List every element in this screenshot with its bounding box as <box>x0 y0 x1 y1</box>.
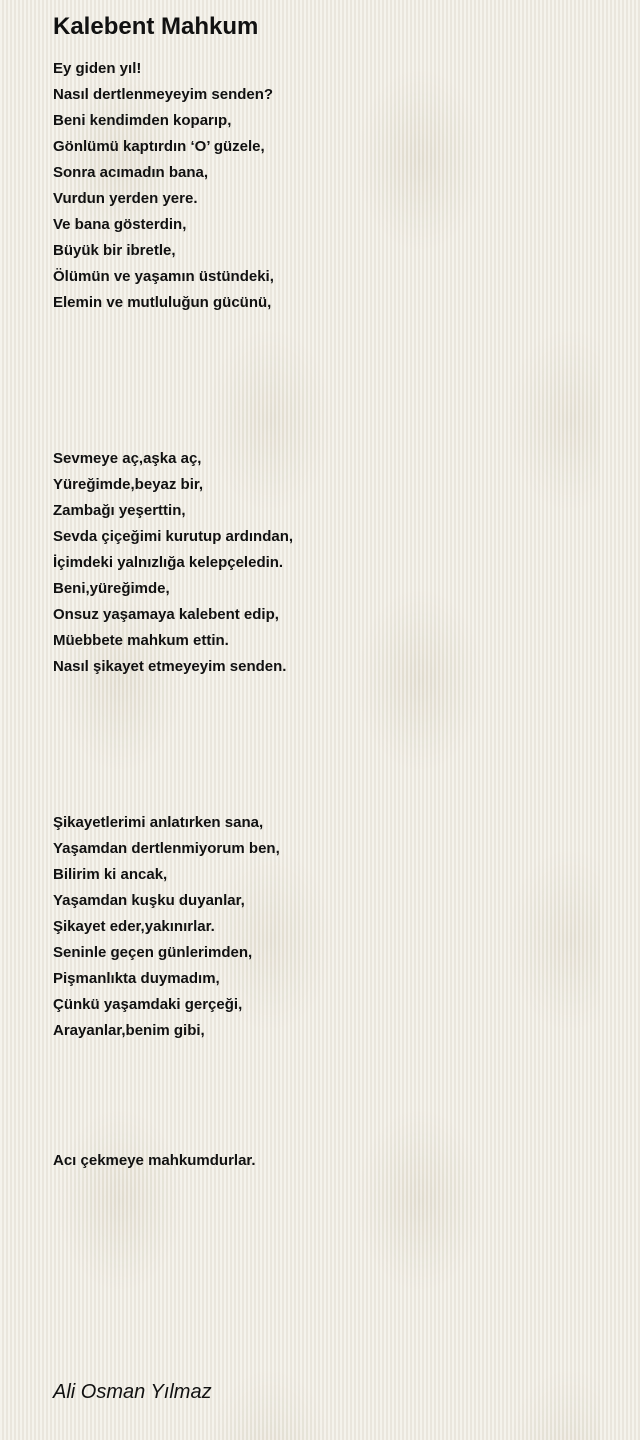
poem-line: Büyük bir ibretle, <box>53 242 176 259</box>
poem-line: Onsuz yaşamaya kalebent edip, <box>53 606 279 623</box>
poem-line: Beni kendimden koparıp, <box>53 112 232 129</box>
poem-line: Sevmeye aç,aşka aç, <box>53 450 202 467</box>
poem-line: Zambağı yeşerttin, <box>53 502 186 519</box>
poem-line: Arayanlar,benim gibi, <box>53 1022 205 1039</box>
poem-line: Vurdun yerden yere. <box>53 190 198 207</box>
stanza-4 <box>53 1148 613 1174</box>
poem-line: Müebbete mahkum ettin. <box>53 632 229 649</box>
stanza-3 <box>53 810 613 1044</box>
poem-line: Sevda çiçeğimi kurutup ardından, <box>53 528 294 545</box>
poem-line: Yaşamdan kuşku duyanlar, <box>53 892 245 909</box>
poem-line: Ve bana gösterdin, <box>53 216 187 233</box>
poem-author: Ali Osman Yılmaz <box>53 1381 212 1403</box>
stanza-2 <box>53 446 613 680</box>
poem-line: Sonra acımadın bana, <box>53 164 209 181</box>
poem-line: Seninle geçen günlerimden, <box>53 944 253 961</box>
poem-line: Gönlümü kaptırdın ‘O’ güzele, <box>53 138 265 155</box>
poem-line: İçimdeki yalnızlığa kelepçeledin. <box>53 554 284 571</box>
poem-line: Şikayetlerimi anlatırken sana, <box>53 814 264 831</box>
stanza-1 <box>53 56 613 316</box>
poem-line: Beni,yüreğimde, <box>53 580 170 597</box>
poem-line: Yaşamdan dertlenmiyorum ben, <box>53 840 280 857</box>
poem-line: Ölümün ve yaşamın üstündeki, <box>53 268 274 285</box>
poem-line: Pişmanlıkta duymadım, <box>53 970 220 987</box>
poem-line: Çünkü yaşamdaki gerçeği, <box>53 996 243 1013</box>
poem-line: Nasıl şikayet etmeyeyim senden. <box>53 658 287 675</box>
poem-line: Elemin ve mutluluğun gücünü, <box>53 294 272 311</box>
poem-line: Yüreğimde,beyaz bir, <box>53 476 204 493</box>
poem <box>53 12 613 1174</box>
poem-line: Ey giden yıl! <box>53 60 142 77</box>
poem-line: Acı çekmeye mahkumdurlar. <box>53 1152 256 1169</box>
poem-line: Şikayet eder,yakınırlar. <box>53 918 215 935</box>
poem-line: Bilirim ki ancak, <box>53 866 168 883</box>
poem-line: Nasıl dertlenmeyeyim senden? <box>53 86 274 103</box>
poem-title: Kalebent Mahkum <box>53 13 259 40</box>
